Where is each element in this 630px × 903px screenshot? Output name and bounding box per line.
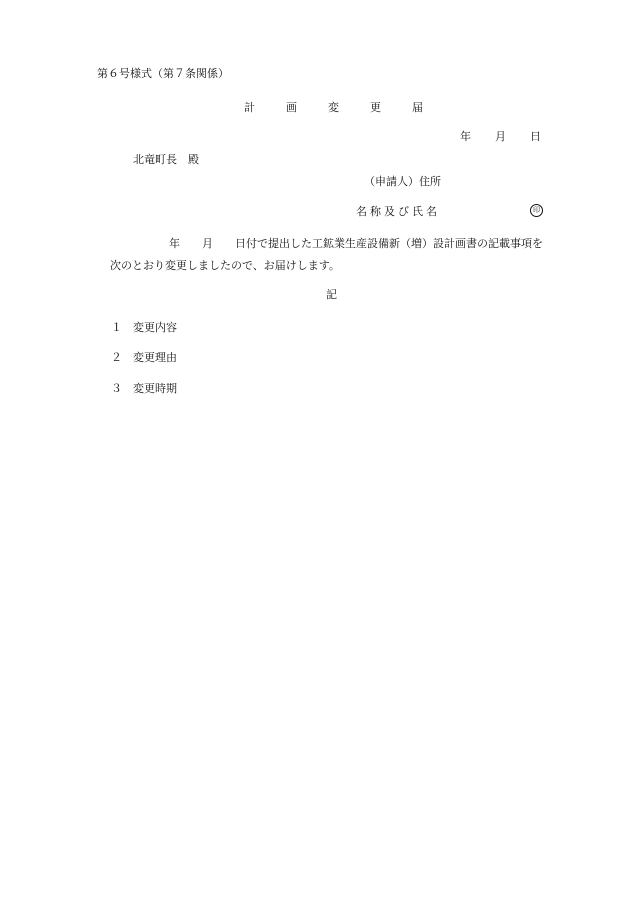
body-year: 年	[169, 237, 180, 250]
document-title	[244, 102, 423, 113]
ki-heading: 記	[326, 288, 337, 301]
seal-mark: 印	[530, 204, 543, 217]
item-number: ２	[111, 351, 122, 364]
applicant-name-label: 名称及び氏名	[356, 205, 440, 218]
title-char: 更	[370, 101, 381, 114]
body-line1-rest: 日付で提出した工鉱業生産設備新（増）設計画書の記載事項を	[235, 237, 543, 250]
body-text-line-1	[169, 238, 543, 249]
body-text-line-2: 次のとおり変更しましたので、お届けします。	[110, 259, 340, 272]
item-number: １	[111, 321, 122, 334]
addressee	[133, 154, 199, 165]
date-year: 年	[460, 130, 471, 143]
title-char: 届	[412, 101, 423, 114]
applicant-address-label: （申請人）住所	[364, 175, 441, 188]
date-day: 日	[530, 130, 541, 143]
body-month: 月	[202, 237, 213, 250]
title-char: 画	[286, 101, 297, 114]
item-label: 変更時期	[133, 382, 177, 395]
item-label: 変更理由	[133, 351, 177, 364]
addressee-honorific: 殿	[188, 153, 199, 166]
title-char: 変	[328, 101, 339, 114]
item-number: ３	[111, 382, 122, 395]
list-item	[111, 352, 177, 363]
list-item	[111, 383, 177, 394]
item-label: 変更内容	[133, 321, 177, 334]
date-month: 月	[495, 130, 506, 143]
title-char: 計	[244, 101, 255, 114]
addressee-name: 北竜町長	[133, 153, 177, 166]
date-line	[460, 131, 541, 142]
form-number: 第６号様式（第７条関係）	[97, 67, 229, 80]
list-item	[111, 322, 177, 333]
